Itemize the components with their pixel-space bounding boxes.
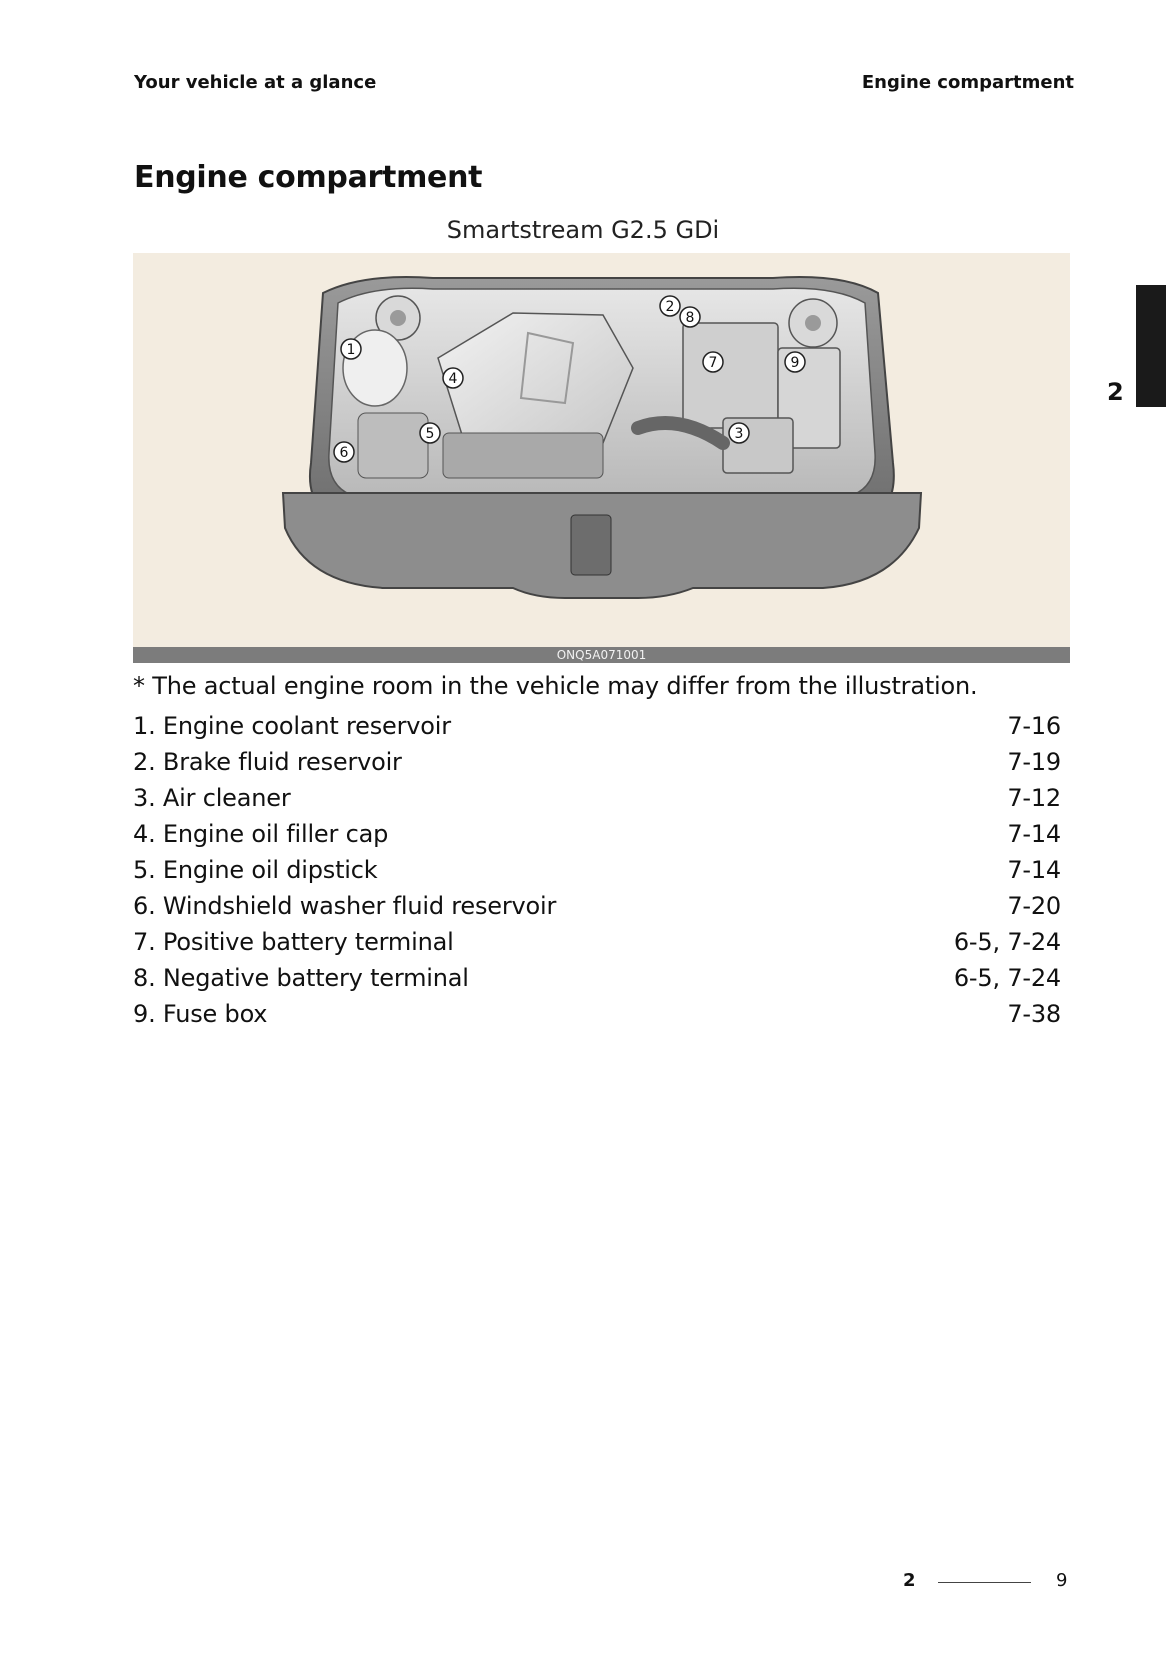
- item-label: 8. Negative battery terminal: [133, 964, 469, 992]
- callout-7: [703, 352, 723, 372]
- item-label: 9. Fuse box: [133, 1000, 268, 1028]
- list-item: [133, 924, 1061, 960]
- list-item: [133, 996, 1061, 1032]
- item-page-ref: 7-14: [1007, 856, 1061, 884]
- callout-3: [729, 423, 749, 443]
- figure-code: ONQ5A071001: [556, 648, 647, 662]
- list-item: [133, 780, 1061, 816]
- list-item: [133, 960, 1061, 996]
- component-list: [133, 708, 1061, 1032]
- running-header-topic: Engine compartment: [861, 72, 1074, 93]
- engine-bay-drawing: [133, 253, 1070, 663]
- intake-manifold: [443, 433, 603, 478]
- svg-text:7: 7: [708, 355, 718, 371]
- chapter-tab-number: 2: [1107, 378, 1124, 406]
- engine-variant-subtitle: Smartstream G2.5 GDi: [446, 216, 720, 244]
- callout-5: [420, 423, 440, 443]
- list-item: [133, 852, 1061, 888]
- footer-chapter-number: 2: [903, 1570, 916, 1591]
- hood-latch: [571, 515, 611, 575]
- item-label: 6. Windshield washer fluid reservoir: [133, 892, 557, 920]
- item-page-ref: 7-19: [1007, 748, 1061, 776]
- svg-text:2: 2: [665, 299, 675, 315]
- running-header-section: Your vehicle at a glance: [134, 72, 377, 93]
- footer-divider: [938, 1582, 1031, 1583]
- callout-8: [680, 307, 700, 327]
- item-label: 2. Brake fluid reservoir: [133, 748, 402, 776]
- list-item: [133, 816, 1061, 852]
- svg-text:9: 9: [790, 355, 800, 371]
- item-label: 4. Engine oil filler cap: [133, 820, 389, 848]
- svg-text:4: 4: [448, 371, 458, 387]
- callout-4: [443, 368, 463, 388]
- item-page-ref: 6-5, 7-24: [953, 964, 1061, 992]
- illustration-note: * The actual engine room in the vehicle may differ from the illustration.: [133, 672, 978, 700]
- item-label: 7. Positive battery terminal: [133, 928, 454, 956]
- list-item: [133, 708, 1061, 744]
- svg-text:5: 5: [425, 426, 435, 442]
- item-label: 3. Air cleaner: [133, 784, 291, 812]
- svg-text:6: 6: [339, 445, 349, 461]
- item-page-ref: 7-14: [1007, 820, 1061, 848]
- item-page-ref: 7-38: [1007, 1000, 1061, 1028]
- item-page-ref: 7-20: [1007, 892, 1061, 920]
- footer-page-number: 9: [1056, 1570, 1068, 1591]
- callout-6: [334, 442, 354, 462]
- item-page-ref: 7-16: [1007, 712, 1061, 740]
- callout-9: [785, 352, 805, 372]
- callout-2: [660, 296, 680, 316]
- item-label: 1. Engine coolant reservoir: [133, 712, 451, 740]
- item-page-ref: 7-12: [1007, 784, 1061, 812]
- page-title: Engine compartment: [134, 160, 483, 195]
- callout-1: [341, 339, 361, 359]
- svg-text:3: 3: [734, 426, 744, 442]
- battery: [683, 323, 778, 428]
- svg-text:1: 1: [346, 342, 356, 358]
- list-item: [133, 744, 1061, 780]
- svg-text:8: 8: [685, 310, 695, 326]
- chapter-tab: [1136, 285, 1166, 407]
- engine-compartment-illustration: [133, 253, 1070, 663]
- list-item: [133, 888, 1061, 924]
- item-page-ref: 6-5, 7-24: [953, 928, 1061, 956]
- item-label: 5. Engine oil dipstick: [133, 856, 378, 884]
